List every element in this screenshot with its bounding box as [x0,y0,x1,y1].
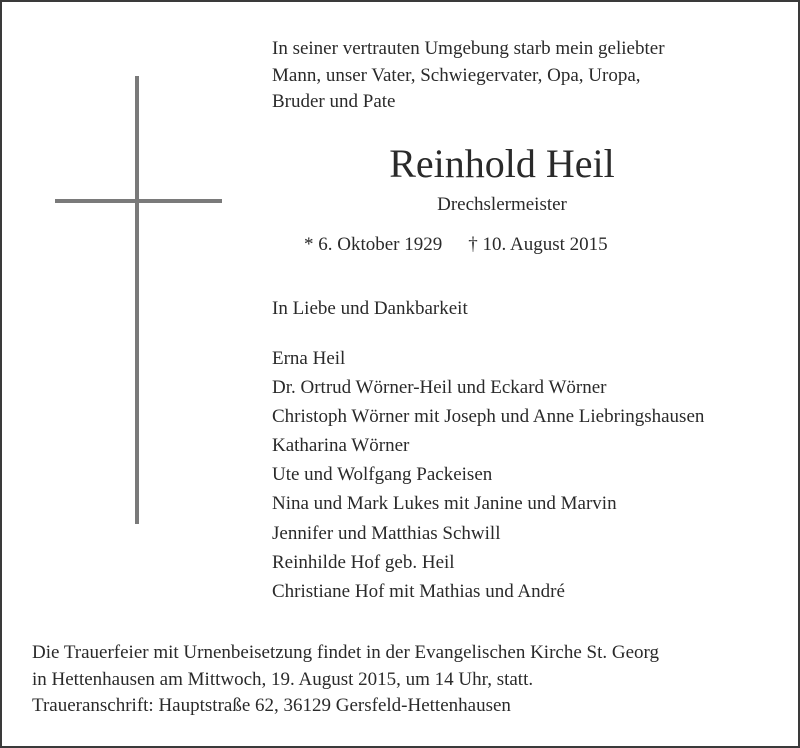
intro-line: Bruder und Pate [272,91,396,112]
family-member: Nina und Mark Lukes mit Janine und Marvin [272,493,617,515]
family-member: Dr. Ortrud Wörner-Heil und Eckard Wörner [272,377,607,399]
intro-text [272,36,665,116]
family-list [272,344,704,606]
family-member: Reinhilde Hof geb. Heil [272,551,455,573]
family-member: Erna Heil [272,348,346,369]
birth-date: * 6. Oktober 1929 [304,234,443,255]
footer-line: Traueranschrift: Hauptstraße 62, 36129 Gersfeld-Hettenhausen [32,695,511,716]
deceased-profession: Drechslermeister [437,194,567,215]
footer-line: in Hettenhausen am Mittwoch, 19. August 2015, um 14 Uhr, statt. [32,668,534,690]
cross-icon-vertical [135,76,139,524]
funeral-notice [32,640,659,720]
intro-line: Mann, unser Vater, Schwiegervater, Opa, Uropa, [272,64,641,86]
family-member: Katharina Wörner [272,435,410,457]
family-member: Jennifer und Matthias Schwill [272,522,501,544]
death-date: † 10. August 2015 [468,234,608,255]
life-dates [304,232,608,258]
footer-line: Die Trauerfeier mit Urnenbeisetzung findet in der Evangelischen Kirche St. Georg [32,642,659,663]
family-member: Christiane Hof mit Mathias und André [272,580,565,602]
thanks-line: In Liebe und Dankbarkeit [272,298,468,319]
family-member: Ute und Wolfgang Packeisen [272,464,493,486]
cross-icon-horizontal [55,199,222,203]
family-member: Christoph Wörner mit Joseph und Anne Liebringshausen [272,406,705,428]
deceased-name: Reinhold Heil [389,141,615,186]
intro-line: In seiner vertrauten Umgebung starb mein geliebter [272,38,665,59]
